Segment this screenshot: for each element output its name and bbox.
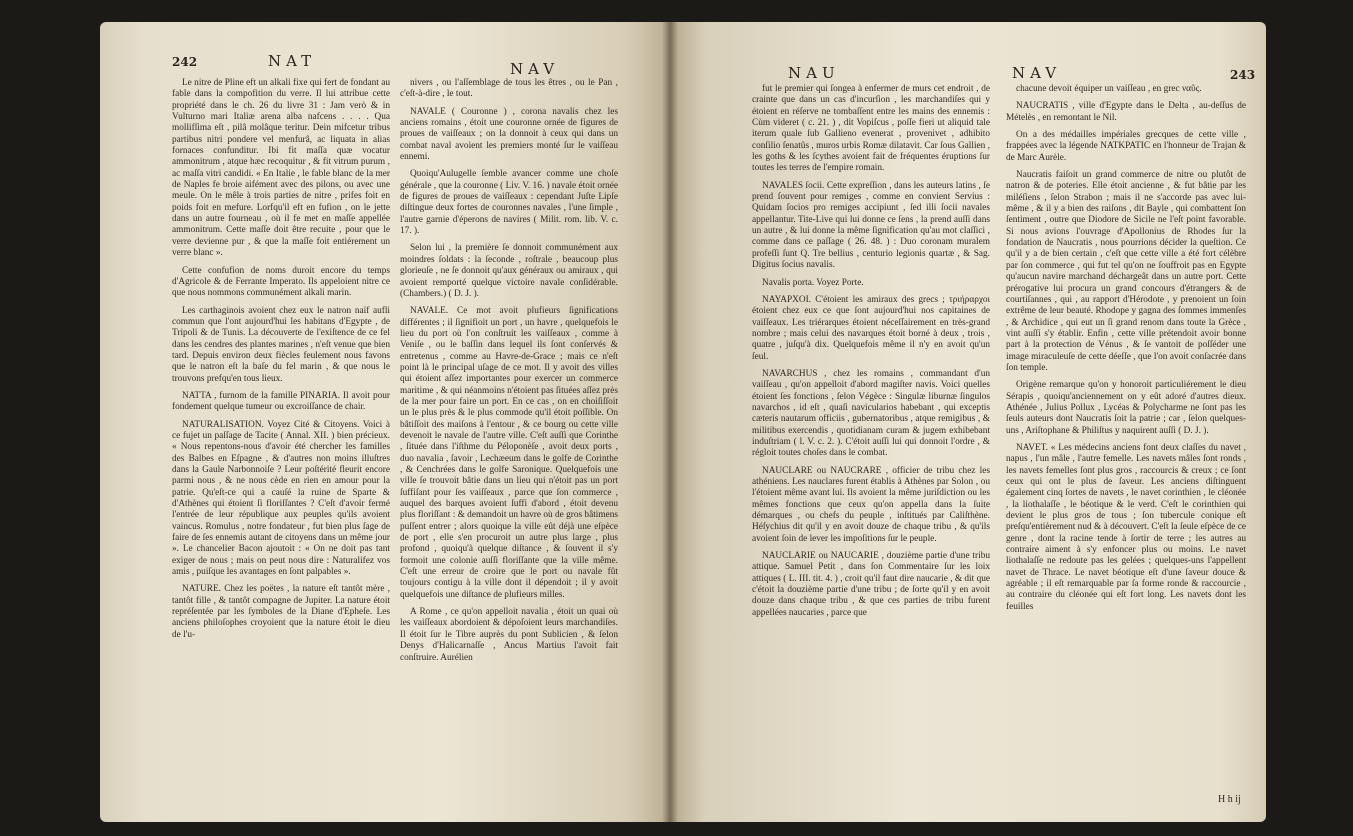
book-gutter: [662, 22, 678, 822]
paragraph: A Rome , ce qu'on appelloit navalia , étoit un quai où les vaiſſeaux abordoient & dépoſoient leurs marchandiſes. Il étoit ſur le Tibre auprès du pont Sublicien , & ſelon Denys d'Halicarnaſſe , Ancus Martius l'avoit fait conſtruire. Aurélien: [400, 607, 618, 663]
paragraph: Naucratis faiſoit un grand commerce de nitre ou plutôt de natron & de poteries. Elle étoit ancienne , & fut bâtie par les miléſiens , ſelon Strabon ; mais il ne s'accorde pas avec lui-même , & il y a bien des raiſons , dit Bayle , qui combattent ſon ſentiment , outre que Diodore de Sicile ne l'eſt point favorable. Si nous avions l'ouvrage d'Apollonius de Rhodes ſur la fondation de Naucratis , nous pourrions décider la queſtion. Ce qu'il y a de bien certain , c'eſt que cette ville a été fort célèbre par ſon commerce , qui fut tel qu'on ne ſouffroit pas en Egypte qu'aucun navire marchand déchargeât dans un autre port. Cette prérogative lui procura un grand concours d'étrangers & de courtiſannes , qui , au rapport d'Hérodote , y prenoient un ſoin extrême de leur beauté. Rhodope y gagna des ſommes immenſes , & Archidice , qui eut un ſi grand renom dans toute la Grèce , vint auſſi s'y établir. Enfin , cette ville prétendoit avoir bonne part à la protection de Vénus , & ſe vantoit de poſſéder une image miraculeuſe de cette déeſſe , que l'on avoit conſacrée dans ſon temple.: [1006, 170, 1246, 373]
right-page: [670, 22, 1266, 822]
paragraph: NAUCLARE ou NAUCRARE , officier de tribu chez les athéniens. Les nauclares furent établis à Athènes par Solon , ou l'étoient même avant lui. Ils avoient la même juriſdiction ou les mêmes fonctions que ceux qu'on appella dans la ſuite démarques , ou chefs du peuple , inſtitués par Caliſthène. Héſychius dit qu'il y en avoit douze de chaque tribu , & qu'ils avoient ſoin de lever les impoſitions ſur le peuple.: [752, 465, 990, 544]
paragraph: Navalis porta. Voyez Porte.: [762, 277, 864, 288]
paragraph: NAVALE ( Couronne ) , corona navalis chez les anciens romains , étoit une couronne ornée de figures de proues de vaiſſeaux ; on la donnoit à ceux qui dans un combat naval avoient les premiers monté ſur le vaiſſeau ennemi.: [400, 106, 618, 163]
paragraph: Les carthaginois avoient chez eux le natron naïf aufli commun que l'ont aujourd'hui les habitans d'Egypte , de Tripoli & de Tunis. La découverte de l'exiſtence de ce fel dans les cendres des plantes marines , n'eſt venue que bien tard. Depuis environ deux fiècles feulement nous favons que le natron eſt la baſe du fel marin , & que nous le trouvons prefqu'en tous lieux.: [172, 305, 390, 384]
text-column: [752, 84, 990, 806]
paragraph: Quoiqu'Aulugelle ſemble avancer comme une choſe générale , que la couronne ( Liv. V. 16. ) navale étoit ornée de figures de proues de vaiſſeaux : cependant Juſte Lipſe diſtingue deux fortes de couronnes navales , l'une ſimple , l'autre garnie d'éperons de navires ( Milit. rom. lib. V. c. 17. ).: [400, 169, 618, 237]
text-column: [1006, 84, 1246, 792]
paragraph: NATTA , furnom de la famille PINARIA. Il avoit pour fondement quelque tumeur ou excroiſſance de chair.: [172, 390, 390, 413]
paragraph: Origène remarque qu'on y honoroit particuliérement le dieu Sérapis , quoiqu'anciennement on y eût adoré d'autres dieux. Athénée , Julius Pollux , Lycéas & Polycharme ne ſont pas les ſeuls auteurs dont Naucratis ſoit la patrie ; car , ſelon quelques-uns , Ariſtophane & Philiſtus y naquirent auſſi ( D. J. ).: [1006, 380, 1246, 436]
paragraph: NAVET. « Les médecins anciens font deux claſſes du navet , napus , l'un mâle , l'autre femelle. Les navets mâles ſont ronds , les navets femelles ſont plus gros , raccourcis & creux ; ce ſont ceux qui ont le plus de ſaveur. Les anciens diſtinguent également cinq ſortes de navets , le navet corinthien , le cléonée , la liothalaſſe , le béotique & le verd. C'eſt le corinthien qui devient le plus gros de tous ; ſon tubercule conique eſt preſqu'entièrement nud & à découvert. C'eſt la ſeule eſpèce de ce genre , dont la racine tende à ſortir de terre ; les autres au contraire aiment à s'y enfoncer plus ou moins. Le navet liothalaſſe ne redoute pas les gelées ; quelques-uns l'appellent navet de Thrace. Le navet béotique eſt d'une ſaveur douce & agréable ; il eſt remarquable par ſa forme ronde & raccourcie , au contraire du cléonée qui eſt fort long. Les navets dont les feuilles: [1006, 442, 1246, 612]
paragraph: NAVALE. Ce mot avoit plufieurs ſignifications différentes ; il ſignifioit un port , un havre , quelquefois le lieu du port où l'on conſtruit les vaiſſeaux , comme à Veniſe , ou le baſſin dans lequel ils ſont conſervés & entretenus , comme au Havre-de-Grace ; mais ce n'eſt point là le principal uſage de ce mot. Il y avoit des villes qui étoient aſſez importantes pour exercer un commerce maritime , & qui néanmoins n'étoient pas ſituées aſſez près de la mer pour faire un port. En ce cas , on en choiſiſſoit un le plus près & le plus commode qu'il étoit poſſible. On bâtiſſoit des maiſons à l'entour , & ce bourg ou cette ville devenoit le navale de l'autre ville. C'eſt auſſi que Corinthe , ſituée dans l'iſthme du Péloponèſe , avoit deux ports , duo navalia , ſavoir , Lechæeum dans le golfe de Corinthe , & Cenchrées dans le golfe Saronique. Quelquefois une ville ſe trouvoit bâtie dans un lieu qui n'étoit pas un port ſuffiſant pour ſes vaiſſeaux , parce que ſon commerce , auquel des barques avoient ſuffi d'abord , étoit devenu plus floriſſant : & demandoit un havre où de gros bâtimens puſſent entrer ; alors quoique la ville eût déjà une eſpèce de port , elle s'en procuroit un autre plus large , plus profond , quoiqu'à quelque diſtance , & ſouvent il s'y formoit une colonie auſſi floriſſante que la ville même. C'eſt une erreur de croire que le port ou navale fût toujours contigu à la ville dont il dépendoit ; il y avoit quelquefois une diſtance de plufieurs milles.: [400, 306, 618, 600]
page-number: 243: [1230, 68, 1256, 82]
paragraph: Le nitre de Pline eft un alkali fixe qui fert de fondant au fable dans la compofition du verre. Il lui attribue cette propriété dans le ch. 26 du livre 31 : Jam verò & in Vulturno mari Italiæ arena alba nafcens . . . . Qua mollifſima eſt , pilâ molâque teritur. Dein mifcetur tribus partibus nitri pondere vel menfurâ, ac liquata in alias fornaces confunditur. Ibi fit maſſa quæ vocatur ammonitrum , atque hæc recoquitur , & fit vitrum purum , ac maſſa vitri candidi. « En Italie , le fable blanc de la mer de Naples fe broie aifément avec des pilons, ou avec une meule. On le mêle à trois parties de nitre , prifes foit en poids foit en mefure. Lorfqu'il eft en fufion , on le jette dans un autre fourneau , où il fe met en maſſe appellée ammonitrum. Cette maſſe doit être recuite , pour que le verre devienne pur , & que la maſſe foit entiérement un verre blanc ».: [172, 78, 390, 259]
paragraph: Selon lui , la première ſe donnoit communément aux moindres ſoldats : la ſeconde , roſtrale , beaucoup plus glorieuſe , ne ſe donnoit qu'aux généraux ou amiraux , qui avoient remporté quelque victoire navale conſidérable. (Chambers.) ( D. J. ).: [400, 243, 618, 299]
paragraph: NATURALISATION. Voyez Cité & Citoyens. Voici à ce fujet un paſſage de Tacite ( Annal. XII. ) bien précieux. « Nous repentons-nous d'avoir été chercher les familles des Balbes en Eſpagne , & d'autres non moins illuſtres dans la Gaule Narbonnoiſe ? Leur poſtérité fleurit encore parmi nous , & ne nous cède en rien en amour pour la patrie. Qu'eſt-ce qui a cauſé la ruine de Sparte & d'Athènes qui étoient ſi floriſſantes ? C'eſt d'avoir fermé l'entrée de leur république aux peuples qu'ils avoient vaincus. Romulus , notre fondateur , fut bien plus ſage de faire de ſes ennemis autant de citoyens dans un même jour ». Le chancelier Bacon ajoutoit : « On ne doit pas tant exiger de nous ; mais on peut nous dire : Naturalifez vos amis , puiſque les avantages en ſont palpables ».: [172, 419, 390, 578]
page-number: 242: [172, 55, 198, 69]
paragraph: fut le premier qui ſongea à enfermer de murs cet endroit , de crainte que dans un cas d'incurſion , les marchandiſes qui y étoient en réſerve ne tombaſſent entre les mains des ennemis : Cùm videret ( c. 21. ) , dit Vopiſcus , poſſe fieri ut aliquid tale iterum quale ſub Gallieno evenerat , provenivet , adhibito conſilio ſenatûs , muros urbis Romæ dilatavit. Car ſous Gallien , les goths & les ſcythes avoient fait de fréquentes éruptions ſur toutes les terres de l'empire romain.: [752, 84, 990, 174]
paragraph: NAYAPXOI. C'étoient les amiraux des grecs ; τριήραρχοι étoient chez eux ce que ſont aujourd'hui nos capitaines de vaiſſeaux. Les triérarques étoient néceſſairement en très-grand nombre ; mais celui des navarques étoit borné à deux , trois , quatre , juſqu'à dix. Quelquefois même il n'y en avoit qu'un ſeul.: [752, 294, 990, 362]
running-head: NAV: [510, 60, 560, 78]
paragraph: NAUCRATIS , ville d'Egypte dans le Delta , au-deſſus de Mételès , en remontant le Nil.: [1006, 101, 1246, 123]
paragraph: NAUCLARIE ou NAUCARIE , douzième partie d'une tribu attique. Samuel Petit , dans ſon Commentaire ſur les loix attiques ( L. III. tit. 4. ) , croit qu'il faut dire naucarie , & dit que c'étoit la douzième partie d'une tribu ; de ſorte qu'il y en avoit douze dans chaque tribu , & que ces parties de tribu furent appellées naucaries , parce que: [752, 551, 990, 618]
paragraph: Cette confufion de noms duroit encore du temps d'Agricole & de Ferrante Imperato. Ils appeloient nitre ce que nous nommons communément alkali marin.: [172, 265, 390, 299]
paragraph: NAVARCHUS , chez les romains , commandant d'un vaiſſeau , qu'on appelloit d'abord magiſter navis. Voici quelles étoient ſes fonctions , ſelon Végèce : Singulæ liburnæ ſingulos navarchos , id eſt , quaſi navicularios habebant , qui exceptis cæteris nautarum officiis , gubernatoribus , atque remigibus , & militibus exercendis , quotidianam curam & jugem exhibebant induſtriam ( l. V. c. 2. ). C'étoit auſſi lui qui donnoit l'ordre , & régloit toutes choſes dans le combat.: [752, 368, 990, 459]
text-column: [172, 78, 390, 816]
paragraph: NATURE. Chez les poëtes , la nature eſt tantôt mère , tantôt fille , & tantôt compagne de Jupiter. La nature étoit repréſentée par les ſymboles de la Diane d'Epheſe. Les anciens philoſophes croyoient que la nature étoit le dieu de l'u-: [172, 584, 390, 640]
signature-mark: H h ij: [1218, 794, 1241, 805]
running-head: NAV: [1012, 64, 1062, 82]
paragraph: chacune devoit équiper un vaiſſeau , en grec ναῦς.: [1016, 84, 1202, 94]
running-head: NAT: [268, 52, 317, 70]
left-page: [100, 22, 672, 822]
running-head: NAU: [788, 64, 840, 82]
paragraph: nivers , ou l'aſſemblage de tous les êtres , ou le Pan , c'eſt-à-dire , le tout.: [400, 78, 618, 100]
text-column: [400, 78, 618, 816]
paragraph: On a des médailles impériales grecques de cette ville , frappées avec la légende NATKPATIC en l'honneur de Trajan & de Marc Aurèle.: [1006, 130, 1246, 163]
paragraph: NAVALES ſocii. Cette expreſſion , dans les auteurs latins , ſe prend ſouvent pour remiges , comme en convient Servius : Quidam ſocios pro remiges accipiunt , ſed illi ſocii navales appellantur. Tite-Live qui lui donne ce ſens , la prend auſſi dans un autre , & lui donne la même ſignification qu'au mot claſſici , comme dans ce paſſage ( 26. 48. ) : Duo coronam muralem profeſſi ſunt Q. Tre bellius , centurio legionis quartæ , & Sag. Digitus ſocius navalis.: [752, 180, 990, 271]
